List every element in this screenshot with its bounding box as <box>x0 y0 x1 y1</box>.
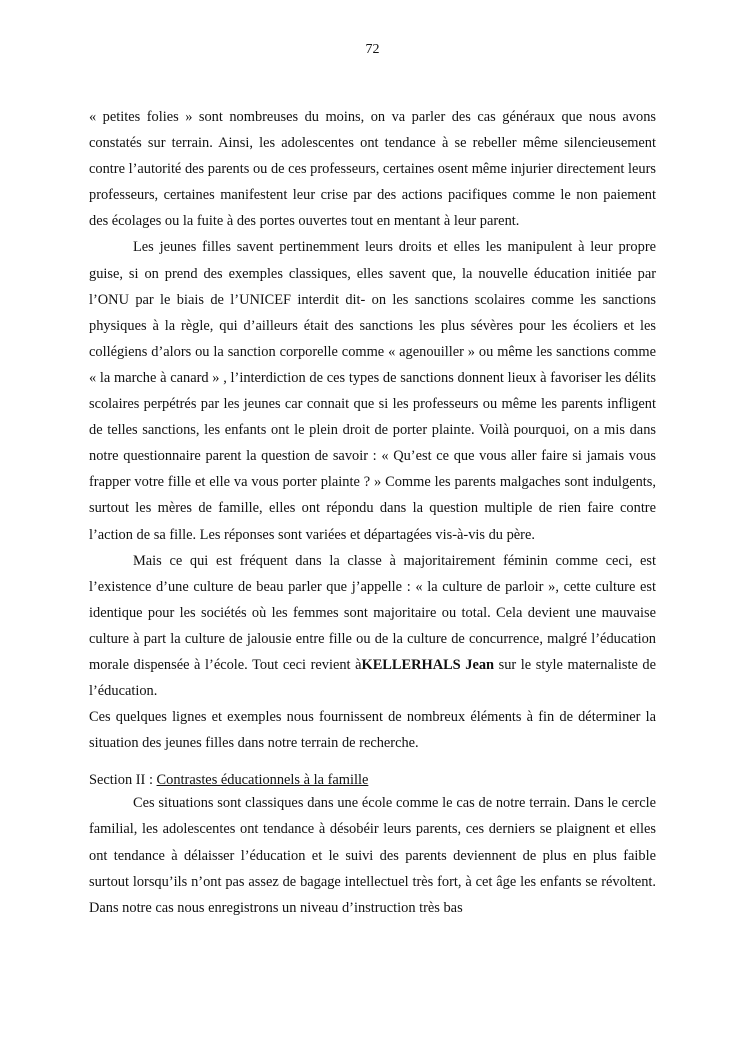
page-number: 72 <box>365 42 380 57</box>
author-name: KELLERHALS Jean <box>361 656 495 673</box>
paragraph-3-text-end: sur le style maternaliste de l’éducation. <box>89 656 657 700</box>
paragraph-3-text: Mais ce qui est fréquent dans la classe à majoritairement féminin comme ceci, est l’existence d’une culture de beau parler que j’appelle : « la culture de parloir », cette culture est identique pour les sociétés où les femmes sont majoritaire ou total. Cela devient une mauvaise culture à part la culture de jalousie entre fille ou de la culture de concurrence, malgré l’éducation morale dispensée à l’école. Tout ceci revient à <box>89 552 656 673</box>
paragraph-3 <box>89 548 656 705</box>
paragraph-1: « petites folies » sont nombreuses du moins, on va parler des cas généraux que nous avons constatés sur terrain. Ainsi, les adolescentes ont tendance à se rebeller même silencieusement contre l’autorité des parents ou de ces professeurs, certaines osent même injurier directement leurs professeurs, certaines manifestent leur crise par des actions pacifiques comme le non paiement des écolages ou la fuite à des portes ouvertes tout en mentant à leur parent. <box>89 109 656 230</box>
paragraph-2: Les jeunes filles savent pertinemment leurs droits et elles les manipulent à leur propre guise, si on prend des exemples classiques, elles savent que, la nouvelle éducation initiée par l’ONU par le biais de l’UNICEF interdit dit- on les sanctions scolaires comme les sanctions physiques à la règle, qui d’ailleurs était des sanctions les plus sévères pour les écoliers et les collégiens d’alors ou la sanction corporelle comme « agenouiller » ou même les sanctions comme « la marche à canard » , l’interdiction de ces types de sanctions donnent lieux à favoriser les délits scolaires perpétrés par les jeunes car connait que si les professeurs ou même les parents infligent de telles sanctions, les enfants ont le plein droit de porter plainte. Voilà pourquoi, on a mis dans notre questionnaire parent la question de savoir : « Qu’est ce que vous aller faire si jamais vous frapper votre fille et elle va vous porter plainte ? » Comme les parents malgaches sont indulgents, surtout les mères de famille, elles ont répondu dans la question multiple de rien faire contre l’action de sa fille. Les réponses sont variées et départagées vis-à-vis du père. <box>89 239 656 543</box>
section-title: Contrastes éducationnels à la famille <box>156 772 369 789</box>
paragraph-5: Ces situations sont classiques dans une école comme le cas de notre terrain. Dans le cercle familial, les adolescentes ont tendance à désobéir leurs parents, ces derniers se plaignent et elles ont tendance à délaisser l’éducation et le suivi des parents deviennent de plus en plus faible surtout lorsqu’ils n’ont pas assez de bagage intellectuel très fort, à cet âge les enfants se révoltent. Dans notre cas nous enregistrons un niveau d’instruction très bas <box>89 795 656 916</box>
body-text <box>89 104 656 921</box>
section-label: Section II : <box>89 772 157 789</box>
section-heading <box>89 770 656 790</box>
paragraph-4: Ces quelques lignes et exemples nous fournissent de nombreux éléments à fin de déterminer la situation des jeunes filles dans notre terrain de recherche. <box>89 709 656 752</box>
